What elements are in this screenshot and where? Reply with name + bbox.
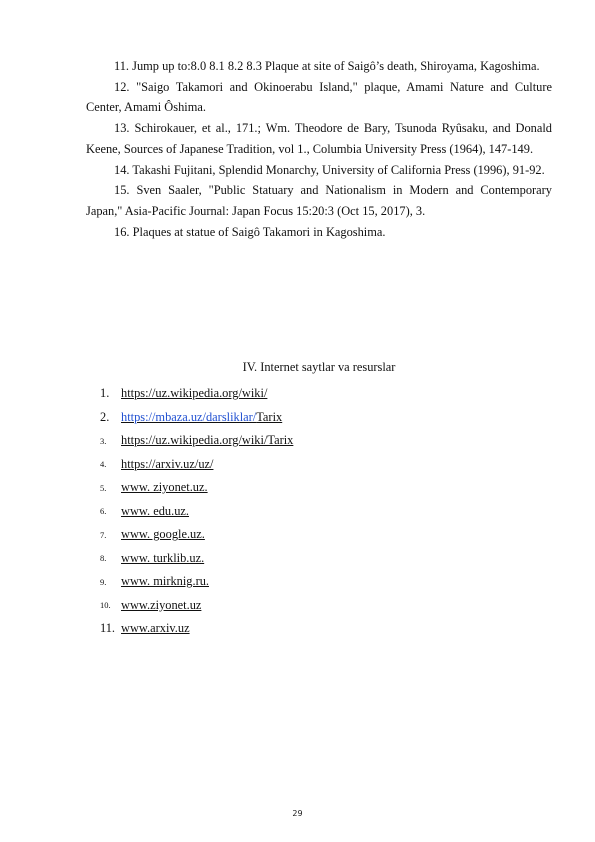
list-item: 1. https://uz.wikipedia.org/wiki/	[100, 386, 268, 401]
resource-link[interactable]: https://uz.wikipedia.org/wiki/Tarix	[121, 433, 294, 448]
list-item: 4. https://arxiv.uz/uz/	[100, 456, 214, 471]
list-item: 3. https://uz.wikipedia.org/wiki/Tarix	[100, 433, 294, 448]
list-item: 8. www. turklib.uz.	[100, 550, 205, 565]
reference-item: 11. Jump up to:8.0 8.1 8.2 8.3 Plaque at site of Saigô’s death, Shiroyama, Kagoshima.	[114, 59, 540, 73]
internet-resources-list	[100, 382, 293, 641]
list-item: 6. www. edu.uz.	[100, 503, 190, 518]
list-item: 11. www.arxiv.uz	[100, 621, 190, 636]
resource-link[interactable]: www. turklib.uz.	[121, 550, 205, 565]
resource-link[interactable]: www.arxiv.uz	[121, 621, 190, 636]
reference-item: 12. "Saigo Takamori and Okinoerabu Island," plaque, Amami Nature and Culture Center, Amami Ôshima.	[86, 79, 552, 115]
list-item: 10. www.ziyonet.uz	[100, 597, 202, 612]
resource-link[interactable]: www. ziyonet.uz.	[121, 480, 208, 495]
list-item: 9. www. mirknig.ru.	[100, 574, 209, 589]
reference-item: 14. Takashi Fujitani, Splendid Monarchy, University of California Press (1996), 91-92.	[114, 162, 545, 177]
resource-link[interactable]: www. mirknig.ru.	[121, 574, 209, 589]
page-number: 29	[292, 809, 303, 818]
resource-link[interactable]: www. edu.uz.	[121, 503, 190, 518]
reference-item: 16. Plaques at statue of Saigô Takamori in Kagoshima.	[114, 224, 386, 239]
list-item: 5. www. ziyonet.uz.	[100, 480, 208, 495]
reference-item: 13. Schirokauer, et al., 171.; Wm. Theodore de Bary, Tsunoda Ryûsaku, and Donald Keene, Sources of Japanese Tradition, vol 1., Columbia University Press (1964), 147-149.	[86, 121, 552, 156]
resource-link[interactable]: www. google.uz.	[121, 527, 205, 542]
reference-item: 15. Sven Saaler, "Public Statuary and Nationalism in Modern and Contemporary Japan," Asia-Pacific Journal: Japan Focus 15:20:3 (Oct 15, 2017), 3.	[86, 183, 552, 218]
list-item: 2. https://mbaza.uz/darsliklar/Tarix	[100, 409, 283, 424]
reference-list	[86, 56, 552, 242]
resource-link[interactable]: https://arxiv.uz/uz/	[121, 456, 214, 471]
resource-link[interactable]: https://mbaza.uz/darsliklar/Tarix	[121, 409, 283, 424]
resource-link[interactable]: www.ziyonet.uz	[121, 597, 202, 612]
list-item: 7. www. google.uz.	[100, 527, 205, 542]
section-heading: IV. Internet saytlar va resurslar	[242, 360, 396, 374]
resource-link[interactable]: https://uz.wikipedia.org/wiki/	[121, 386, 268, 401]
